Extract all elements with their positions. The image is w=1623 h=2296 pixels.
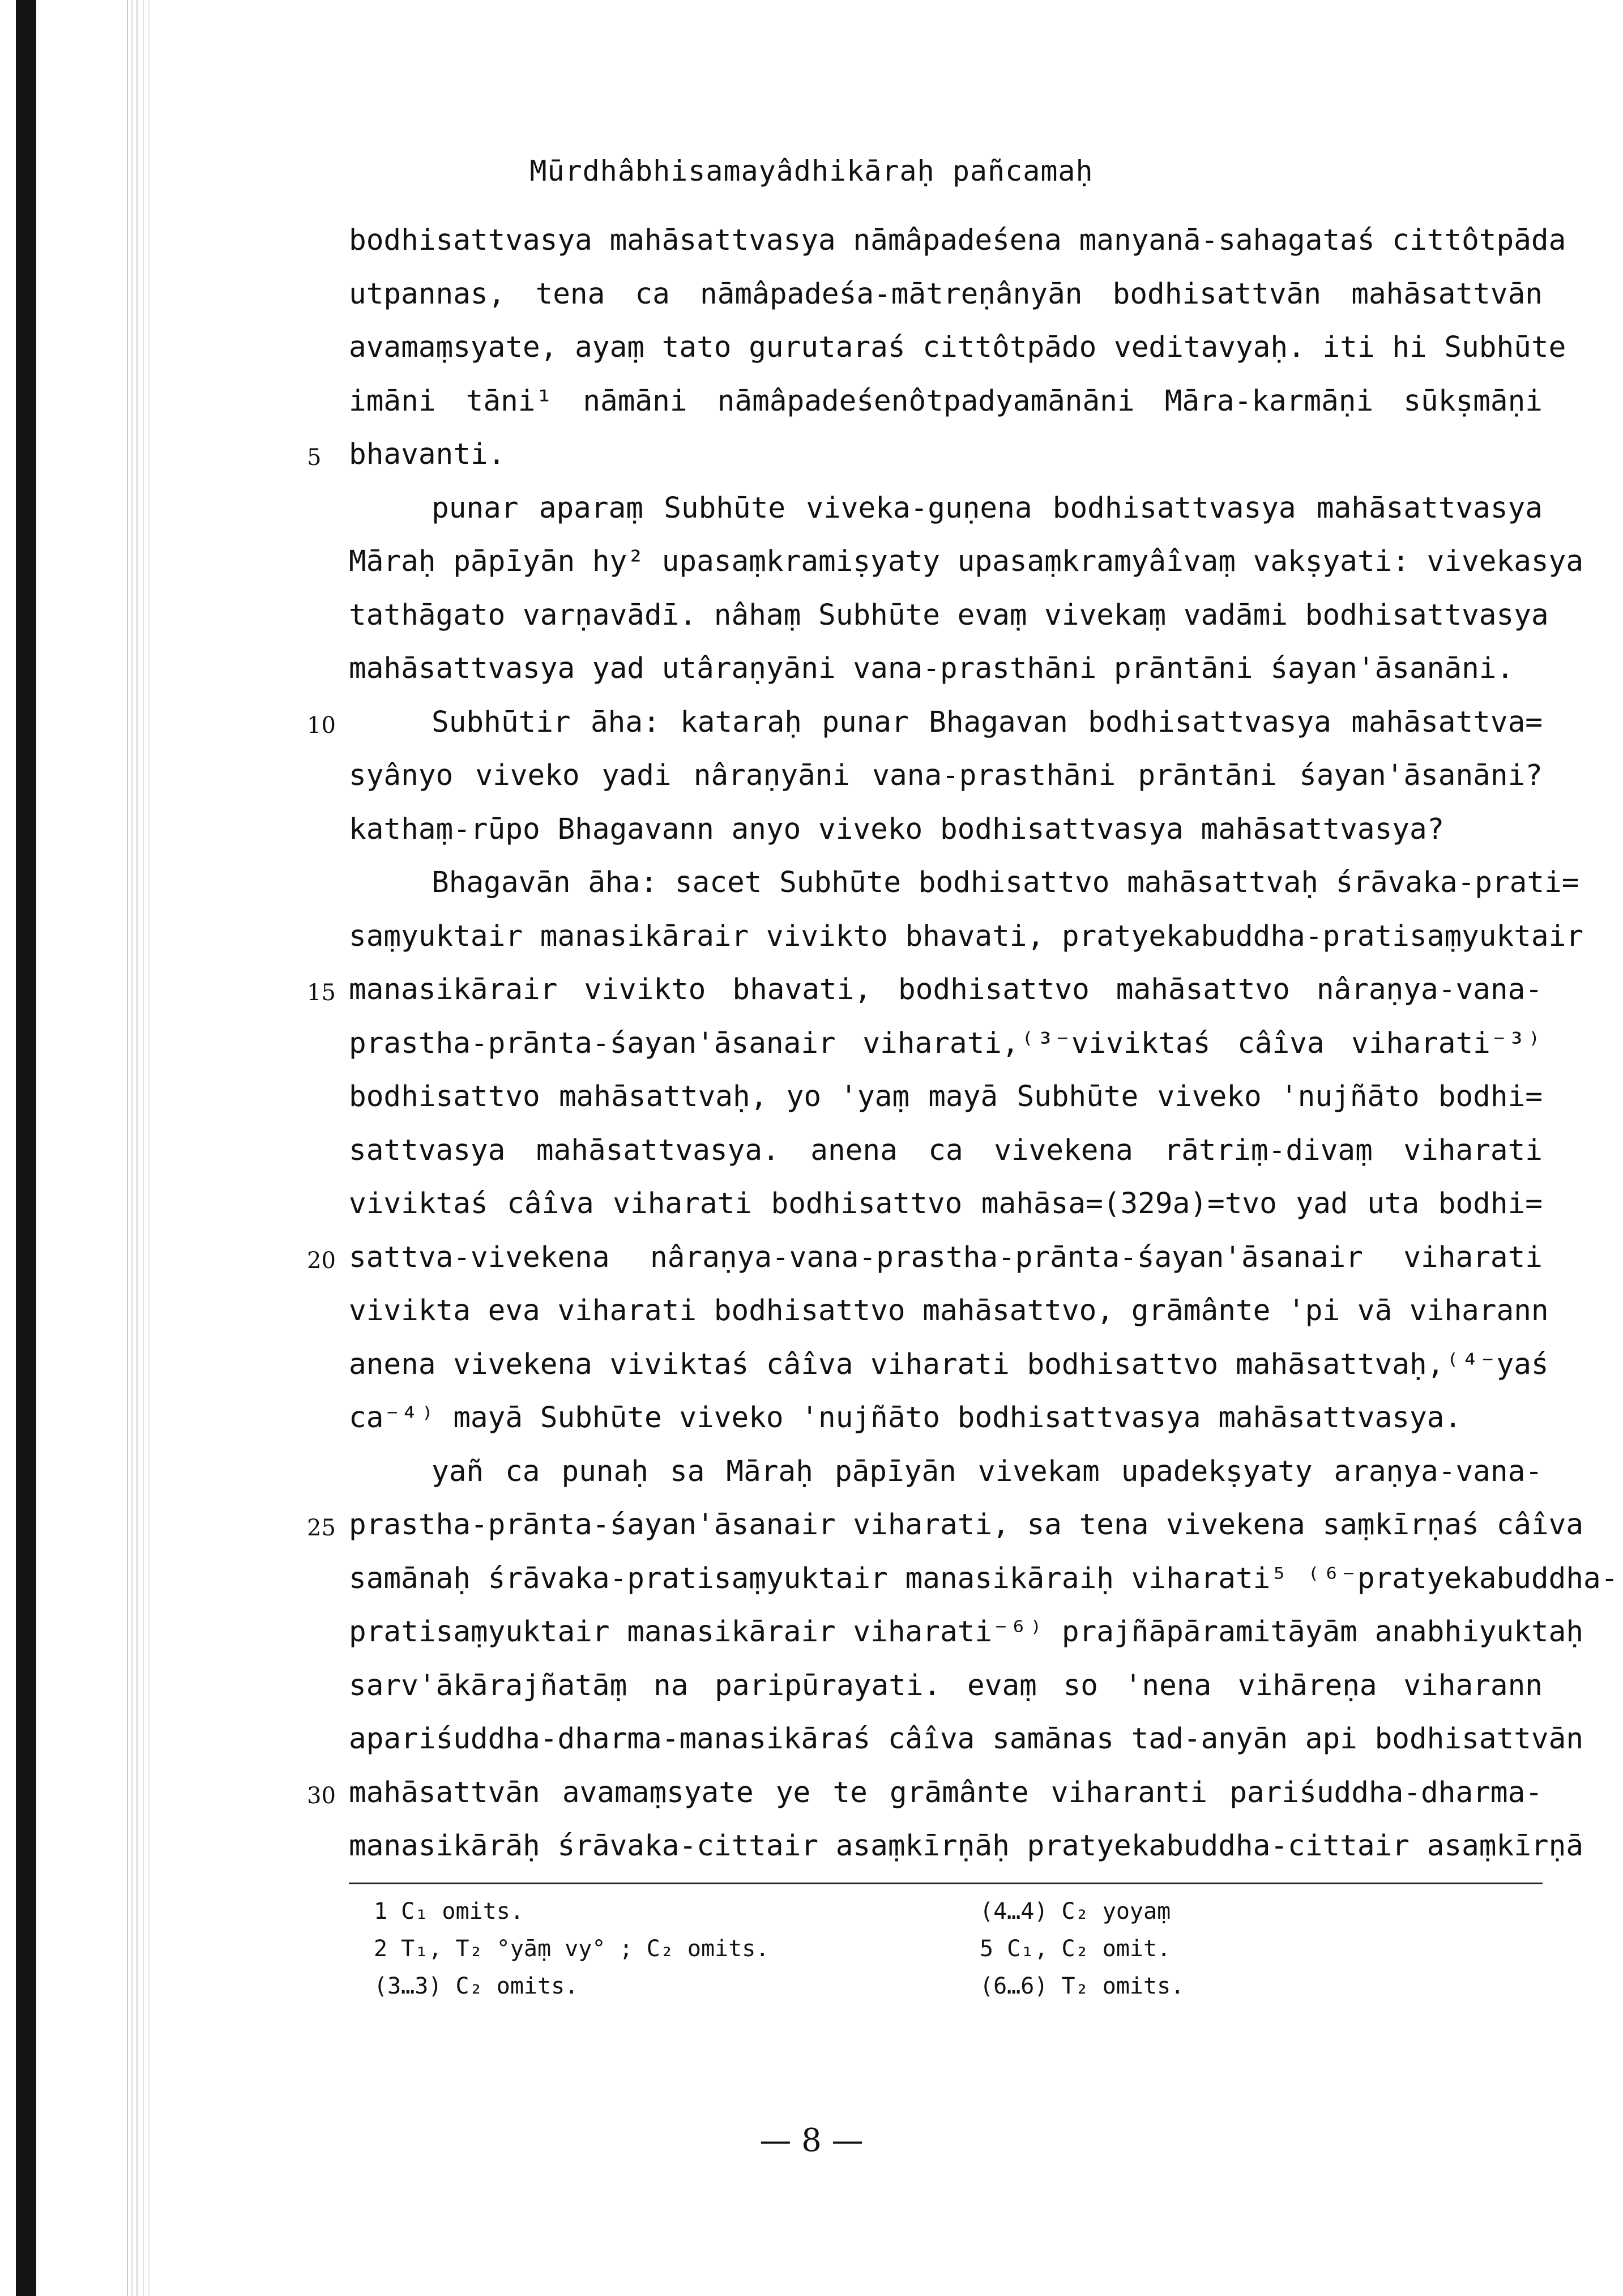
text-line [349,1659,1543,1713]
footnotes [374,1894,1506,2004]
text-line [307,1499,1584,1552]
gutter-line [131,0,133,2296]
gutter-line [136,0,138,2296]
text-line [349,1177,1543,1231]
gutter-line [148,0,150,2296]
line-text: sattva-vivekena nâraṇya-vana-prastha-prānta-śayan'āsanair viharati [349,1240,1543,1274]
binding-edge [16,0,36,2296]
line-text: anena vivekena viviktaś câîva viharati bodhisattvo mahāsattvaḥ,⁽⁴⁻yaś [349,1347,1549,1381]
text-line [349,1820,1584,1873]
text-line [349,1713,1584,1766]
line-text: ca⁻⁴⁾ mayā Subhūte viveko 'nujñāto bodhisattvasya mahāsattvasya. [349,1401,1462,1435]
text-line [349,1070,1543,1124]
line-text: sarv'ākārajñatāṃ na paripūrayati. evaṃ so 'nena vihāreṇa viharann [349,1668,1543,1702]
text-line [349,1606,1584,1659]
line-text: utpannas, tena ca nāmâpadeśa-mātreṇânyān bodhisattvān mahāsattvān [349,277,1543,311]
line-text: Bhagavān āha: sacet Subhūte bodhisattvo mahāsattvaḥ śrāvaka-prati= [432,866,1579,899]
line-text: prastha-prānta-śayan'āsanair viharati, sa tena vivekena saṃkīrṇaś câîva [349,1508,1584,1542]
footnote: 1 C₁ omits. [374,1898,524,1924]
footnote-rule [349,1883,1543,1884]
footnote: (4…4) C₂ yoyaṃ [980,1898,1171,1924]
text-line [349,1392,1543,1445]
text-line [349,642,1543,696]
line-text: samānaḥ śrāvaka-pratisaṃyuktair manasikāraiḥ viharati⁵ ⁽⁶⁻pratyekabuddha- [349,1561,1618,1595]
footnote: (3…3) C₂ omits. [374,1973,579,1999]
text-line [349,1552,1618,1606]
text-line [349,1338,1549,1392]
text-line [349,1445,1543,1499]
text-line [349,749,1543,803]
text-line [349,803,1543,857]
text-line [349,1124,1543,1178]
text-line [307,696,1543,750]
line-text: Subhūtir āha: kataraḥ punar Bhagavan bodhisattvasya mahāsattva= [432,705,1543,739]
line-number: 10 [307,712,336,739]
line-number: 20 [307,1247,336,1274]
text-line [349,589,1549,643]
line-text: Māraḥ pāpīyān hy² upasaṃkramiṣyaty upasaṃkramyâîvaṃ vakṣyati: vivekasya [349,545,1584,578]
line-text: syânyo viveko yadi nâraṇyāni vana-prasthāni prāntāni śayan'āsanāni? [349,759,1543,792]
gutter-line [127,0,128,2296]
text-line [307,1231,1543,1285]
text-line [349,856,1579,910]
footnote: (6…6) T₂ omits. [980,1973,1185,1999]
text-line [349,910,1584,964]
line-text: tathāgato varṇavādī. nâhaṃ Subhūte evaṃ vivekaṃ vadāmi bodhisattvasya [349,598,1549,632]
line-text: mahāsattvasya yad utâraṇyāni vana-prasthāni prāntāni śayan'āsanāni. [349,652,1514,685]
line-text: manasikārāḥ śrāvaka-cittair asaṃkīrṇāḥ pratyekabuddha-cittair asaṃkīrṇā [349,1829,1584,1863]
line-text: bodhisattvo mahāsattvaḥ, yo 'yaṃ mayā Subhūte viveko 'nujñāto bodhi= [349,1080,1543,1113]
line-text: viviktaś câîva viharati bodhisattvo mahāsa=(329a)=tvo yad uta bodhi= [349,1187,1543,1220]
text-line [307,963,1543,1017]
line-text: sattvasya mahāsattvasya. anena ca vivekena rātriṃ-divaṃ viharati [349,1133,1543,1167]
footnote: 2 T₁, T₂ °yāṃ vy° ; C₂ omits. [374,1936,770,1962]
text-line [349,1284,1549,1338]
line-number: 25 [307,1515,336,1541]
page-number: — 8 — [759,2122,864,2159]
text-line [349,535,1584,589]
text-line [349,214,1566,268]
line-number: 5 [307,445,322,471]
line-text: yañ ca punaḥ sa Māraḥ pāpīyān vivekam upadekṣyaty araṇya-vana- [432,1454,1543,1488]
text-line [307,1766,1543,1820]
text-line [349,375,1543,429]
line-text: kathaṃ-rūpo Bhagavann anyo viveko bodhisattvasya mahāsattvasya? [349,812,1445,846]
line-text: saṃyuktair manasikārair vivikto bhavati, pratyekabuddha-pratisaṃyuktair [349,919,1584,953]
line-text: prastha-prānta-śayan'āsanair viharati,⁽³⁻viviktaś câîva viharati⁻³⁾ [349,1026,1543,1060]
footnote: 5 C₁, C₂ omit. [980,1936,1171,1962]
gutter-line [143,0,144,2296]
text-line [349,321,1566,375]
text-line [307,428,1543,482]
line-text: imāni tāni¹ nāmāni nāmâpadeśenôtpadyamānāni Māra-karmāṇi sūkṣmāṇi [349,384,1543,418]
line-text: punar aparaṃ Subhūte viveka-guṇena bodhisattvasya mahāsattvasya [432,491,1543,525]
line-text: mahāsattvān avamaṃsyate ye te grāmânte viharanti pariśuddha-dharma- [349,1776,1543,1810]
text-line [349,1017,1543,1071]
line-text: avamaṃsyate, ayaṃ tato gurutaraś cittôtpādo veditavyaḥ. iti hi Subhūte [349,331,1566,364]
line-text: pratisaṃyuktair manasikārair viharati⁻⁶⁾ prajñāpāramitāyām anabhiyuktaḥ [349,1615,1584,1649]
text-line [349,268,1543,322]
line-text: vivikta eva viharati bodhisattvo mahāsattvo, grāmânte 'pi vā viharann [349,1294,1549,1328]
line-text: manasikārair vivikto bhavati, bodhisattvo mahāsattvo nâraṇya-vana- [349,973,1543,1006]
line-text: bodhisattvasya mahāsattvasya nāmâpadeśena manyanā-sahagataś cittôtpāda [349,224,1566,257]
line-number: 30 [307,1782,336,1809]
running-header: Mūrdhâbhisamayâdhikāraḥ pañcamaḥ [529,155,1094,187]
line-text: apariśuddha-dharma-manasikāraś câîva samānas tad-anyān api bodhisattvān [349,1722,1584,1756]
text-line [349,482,1543,536]
line-number: 15 [307,980,336,1006]
line-text: bhavanti. [349,438,506,471]
text-block [307,214,1618,1873]
